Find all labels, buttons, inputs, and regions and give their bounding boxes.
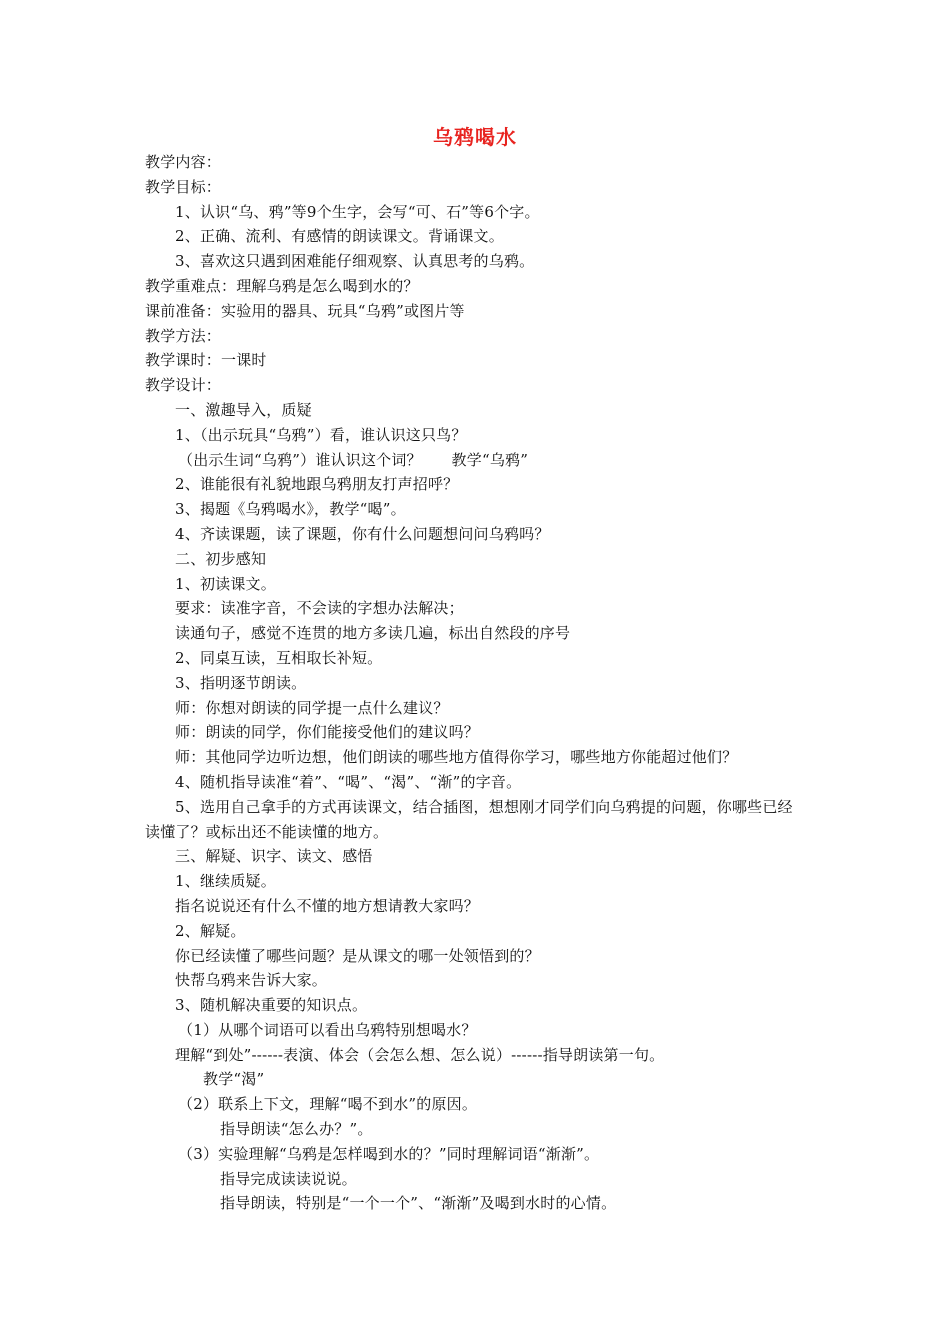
document-body [145,150,825,1216]
text-line: 2、正确、流利、有感情的朗读课文。背诵课文。 [175,227,504,246]
text-line: 教学目标： [145,177,222,196]
text-line: 教学内容： [145,153,222,171]
text-line: 4、齐读课题，读了课题，你有什么问题想问问乌鸦吗？ [175,524,550,543]
text-line: 教学课时：一课时 [145,351,267,370]
text-line: （2）联系上下文，理解“喝不到水”的原因。 [178,1095,478,1114]
text-line: 指名说说还有什么不懂的地方想请教大家吗？ [175,896,480,915]
text-line: 2、谁能很有礼貌地跟乌鸦朋友打声招呼？ [175,475,459,494]
text-line: 3、喜欢这只遇到困难能仔细观察、认真思考的乌鸦。 [175,252,535,271]
text-line: 一、激趣导入，质疑 [175,400,312,419]
text-line: 读通句子，感觉不连贯的地方多读几遍，标出自然段的序号 [175,624,571,643]
text-line: 1、初读课文。 [175,574,276,593]
text-line: 课前准备：实验用的器具、玩具“乌鸦”或图片等 [145,301,465,320]
text-line: 2、同桌互读，互相取长补短。 [175,648,383,667]
text-line: 师：朗读的同学，你们能接受他们的建议吗？ [175,723,480,742]
text-line: 教学方法： [145,326,222,345]
text-line: 指导朗读“怎么办？”。 [220,1120,373,1139]
text-line: （1）从哪个词语可以看出乌鸦特别想喝水？ [178,1020,477,1039]
text-line: 3、揭题《乌鸦喝水》，教学“喝”。 [175,500,406,519]
text-line: 指导朗读，特别是“一个一个”、“渐渐”及喝到水时的心情。 [220,1194,617,1213]
text-line: 2、解疑。 [175,921,246,940]
text-line: 三、解疑、识字、读文、感悟 [175,847,373,866]
text-line: 1、（出示玩具“乌鸦”）看，谁认识这只鸟？ [175,425,467,444]
text-line: （3）实验理解“乌鸦是怎样喝到水的？”同时理解词语“渐渐”。 [178,1144,600,1163]
text-line: 教学重难点：理解乌鸦是怎么喝到水的？ [145,276,419,295]
text-line: （出示生词“乌鸦”）谁认识这个词？ 教学“乌鸦” [178,450,529,469]
text-line: 师：其他同学边听边想，他们朗读的哪些地方值得你学习，哪些地方你能超过他们？ [175,748,738,767]
text-line: 师：你想对朗读的同学提一点什么建议？ [175,698,449,717]
text-line: 3、指明逐节朗读。 [175,673,307,692]
text-line: 教学“渴” [203,1070,265,1089]
text-line: 教学设计： [145,376,222,395]
text-line: 要求：读准字音，不会读的字想办法解决； [175,599,464,618]
text-line: 3、随机解决重要的知识点。 [175,996,368,1015]
text-line: 4、随机指导读准“着”、“喝”、“渴”、“渐”的字音。 [175,772,522,791]
document-title: 乌鸦喝水 [433,125,517,149]
text-line: 理解“到处”------表演、体会（会怎么想、怎么说）------指导朗读第一句。 [175,1045,665,1064]
text-line: 快帮乌鸦来告诉大家。 [175,971,328,990]
text-line: 你已经读懂了哪些问题？是从课文的哪一处领悟到的？ [175,946,540,965]
text-paragraph: 5、选用自己拿手的方式再读课文，结合插图，想想刚才同学们向乌鸦提的问题，你哪些已经读懂了？或标出还不能读懂的地方。 [145,797,793,841]
text-line: 指导完成读读说说。 [220,1169,357,1188]
text-line: 二、初步感知 [175,549,267,568]
text-line: 1、认识“乌、鸦”等9个生字，会写“可、石”等6个字。 [175,202,540,221]
text-line: 1、继续质疑。 [175,872,276,891]
